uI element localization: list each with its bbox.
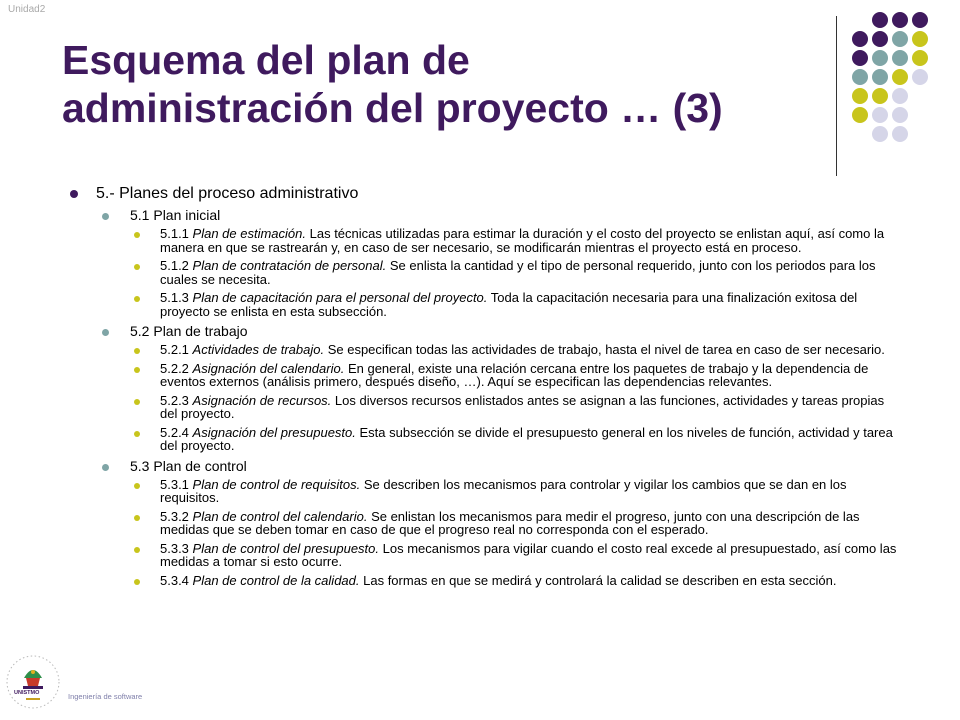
bullet-icon (134, 348, 140, 354)
subsection-heading: 5.2 Plan de trabajo (64, 323, 904, 340)
bullet-icon (134, 264, 140, 270)
decorative-dot (912, 12, 928, 28)
list-item (64, 394, 904, 421)
bullet-icon (102, 329, 109, 336)
decorative-dot (892, 69, 908, 85)
bullet-icon (102, 464, 109, 471)
decorative-dot (892, 12, 908, 28)
item-name: Actividades de trabajo. (192, 342, 325, 357)
bullet-icon (134, 483, 140, 489)
list-item (64, 227, 904, 254)
item-number: 5.2.4 (160, 424, 189, 440)
page-title (62, 36, 832, 132)
decorative-dot (892, 107, 908, 123)
list-item (64, 426, 904, 453)
section-heading: 5.- Planes del proceso administrativo (64, 184, 904, 203)
bullet-icon (134, 232, 140, 238)
list-item (64, 478, 904, 505)
logo-text: UNISTMO (14, 690, 40, 696)
decorative-dot (912, 50, 928, 66)
title-line-1: Esquema del plan de (62, 37, 470, 83)
item-name: Plan de control de la calidad. (192, 572, 360, 588)
list-item (64, 510, 904, 537)
item-name: Plan de capacitación para el personal del proyecto. (192, 290, 488, 305)
bullet-icon (70, 190, 78, 198)
item-number: 5.3.1 (160, 476, 189, 492)
decorative-dot (852, 31, 868, 47)
item-text: Se describen los mecanismos para controlar y vigilar los cambios que se dan en los requisitos. (160, 476, 847, 505)
item-name: Asignación de recursos. (192, 392, 332, 408)
bullet-icon (102, 213, 109, 220)
unistmo-logo (2, 648, 64, 718)
footer-text: Ingeniería de software (68, 692, 143, 701)
item-name: Plan de estimación. (192, 226, 306, 241)
bullet-icon (134, 515, 140, 521)
decorative-dot (872, 107, 888, 123)
list-item (64, 259, 904, 286)
item-number: 5.3.3 (160, 540, 189, 556)
bullet-icon (134, 547, 140, 553)
decorative-dot (852, 107, 868, 123)
decorative-dot (852, 50, 868, 66)
subsection-list (64, 207, 904, 587)
decorative-dot (912, 69, 928, 85)
decorative-dot (852, 69, 868, 85)
item-number: 5.2.3 (160, 392, 189, 408)
list-item (64, 291, 904, 318)
item-number: 5.1.3 (160, 290, 189, 305)
vertical-divider (836, 16, 837, 176)
item-text: Se especifican todas las actividades de trabajo, hasta el nivel de tarea en caso de ser necesario. (327, 342, 885, 357)
item-text: En general, existe una relación cercana entre los paquetes de trabajo y la dependencia de eventos externos (análisis primero, después diseño, …). Aquí se especifican las dependencias relevantes. (160, 360, 869, 389)
decorative-dot (872, 69, 888, 85)
decorative-dot (872, 12, 888, 28)
bullet-icon (134, 399, 140, 405)
decorative-dot (892, 31, 908, 47)
item-name: Plan de contratación de personal. (192, 258, 387, 273)
item-number: 5.1.2 (160, 258, 189, 273)
decorative-dot (892, 50, 908, 66)
item-name: Plan de control de requisitos. (192, 476, 361, 492)
slide-content (64, 184, 904, 592)
decorative-dot (912, 31, 928, 47)
item-name: Asignación del presupuesto. (192, 424, 356, 440)
decorative-dot (872, 126, 888, 142)
item-text: Se enlistan los mecanismos para medir el progreso, junto con una descripción de las medidas que se deben tomar en caso de que el progreso real no corresponda con el esperado. (160, 508, 860, 537)
item-text: Esta subsección se divide el presupuesto general en los niveles de función, actividad y tarea del proyecto. (160, 424, 893, 453)
list-item (64, 362, 904, 389)
item-number: 5.1.1 (160, 226, 189, 241)
item-text: Los diversos recursos enlistados antes se asignan a las funciones, actividades y tareas propias del proyecto. (160, 392, 885, 421)
bullet-icon (134, 579, 140, 585)
item-text: Las formas en que se medirá y controlará la calidad se describen en esta sección. (363, 572, 837, 588)
decorative-dot (872, 31, 888, 47)
item-text: Se enlista la cantidad y el tipo de personal requerido, junto con los periodos para los cuales se necesita. (160, 258, 876, 287)
item-text: Los mecanismos para vigilar cuando el costo real excede al presupuestado, así como las medidas a tomar si esto ocurre. (160, 540, 897, 569)
unit-label: Unidad2 (8, 4, 46, 15)
bullet-icon (134, 296, 140, 302)
item-text: Toda la capacitación necesaria para una finalización exitosa del proyecto se enlista en esta subsección. (160, 290, 858, 319)
item-name: Asignación del calendario. (192, 360, 345, 376)
list-item (64, 574, 904, 588)
decorative-dot (872, 88, 888, 104)
list-item (64, 343, 904, 357)
subsection-heading: 5.1 Plan inicial (64, 207, 904, 224)
decorative-dot (872, 50, 888, 66)
item-number: 5.3.2 (160, 508, 189, 524)
list-item (64, 542, 904, 569)
decorative-dot (892, 126, 908, 142)
title-line-2: administración del proyecto … (3) (62, 85, 723, 131)
item-text: Las técnicas utilizadas para estimar la duración y el costo del proyecto se enlistan aquí, así como la manera en que se rastrearán y, en caso de ser necesario, se modificarán mientras el proyecto está en proceso. (160, 226, 885, 255)
decorative-dot (852, 88, 868, 104)
item-name: Plan de control del presupuesto. (192, 540, 380, 556)
item-name: Plan de control del calendario. (192, 508, 368, 524)
bullet-icon (134, 431, 140, 437)
decorative-dot (892, 88, 908, 104)
item-number: 5.3.4 (160, 572, 189, 588)
bullet-icon (134, 367, 140, 373)
item-number: 5.2.2 (160, 360, 189, 376)
subsection-heading: 5.3 Plan de control (64, 458, 904, 475)
item-number: 5.2.1 (160, 342, 189, 357)
